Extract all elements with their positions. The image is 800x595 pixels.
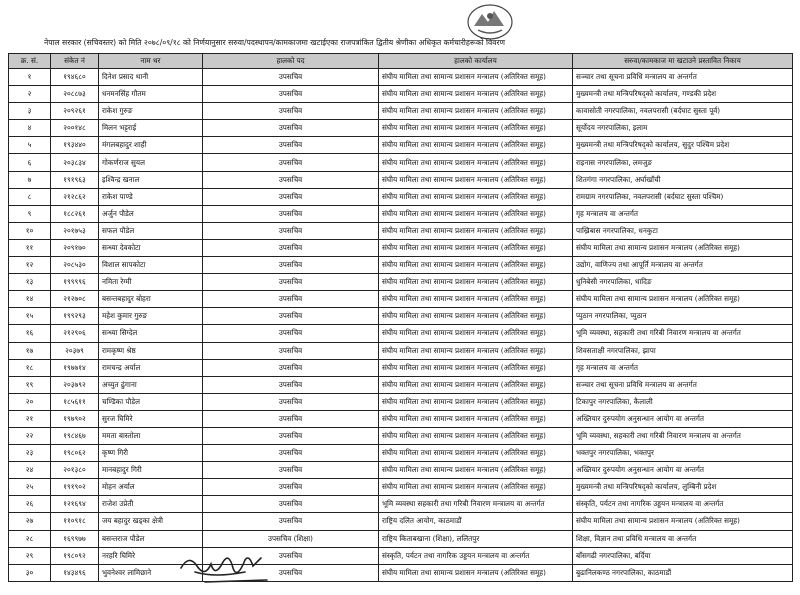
table-row [9,445,793,462]
cell-name: गोकर्णराज सुयल [99,154,203,171]
cell-name: मिलन भट्टराई [99,120,203,137]
cell-current-post: उपसचिव [203,462,379,479]
cell-current-office: संस्कृति, पर्यटन तथा नागरिक उड्डयन मन्त्रालय वा अन्तर्गत [379,547,573,564]
cell-current-post: उपसचिव [203,154,379,171]
cell-proposed-body: शिक्षा, विज्ञान तथा प्रविधि मन्त्रालय वा अन्तर्गत [573,530,793,547]
cell-proposed-body: कावासोती नगरपालिका, नवलपरासी (बर्दघाट सुस्ता पूर्व) [573,103,793,120]
cell-serial: १९ [9,376,51,393]
cell-name: राकेश गुरुङ [99,103,203,120]
cell-current-post: उपसचिव [203,496,379,513]
cell-proposed-body: उद्योग, वाणिज्य तथा आपूर्ति मन्त्रालय वा अन्तर्गत [573,257,793,274]
table-row [9,376,793,393]
cell-name: बसन्तबहादुर बोहरा [99,291,203,308]
cell-current-post: उपसचिव [203,427,379,444]
table-row [9,462,793,479]
cell-serial: २५ [9,479,51,496]
cell-current-office: संघीय मामिला तथा सामान्य प्रशासन मन्त्रालय (अतिरिक्त समूह) [379,564,573,581]
header-current-post: हालको पद [203,54,379,69]
cell-current-post: उपसचिव [203,445,379,462]
cell-proposed-body: गृह मन्त्रालय वा अन्तर्गत [573,359,793,376]
cell-current-office: संघीय मामिला तथा सामान्य प्रशासन मन्त्रालय (अतिरिक्त समूह) [379,325,573,342]
cell-code: १९८०९२ [51,547,99,564]
cell-code: १९९९९६ [51,274,99,291]
cell-name: भुवनेश्वर लामिछाने [99,564,203,581]
cell-proposed-body: मुख्यमन्त्री तथा मन्त्रिपरिषद्को कार्यालय, लुम्बिनी प्रदेश [573,479,793,496]
cell-code: १९८०६२ [51,445,99,462]
table-row [9,188,793,205]
cell-current-office: राष्ट्रिय दलित आयोग, काठमाडौं [379,513,573,530]
cell-code: १९८४६७ [51,427,99,444]
cell-serial: २३ [9,445,51,462]
cell-current-post: उपसचिव [203,376,379,393]
cell-current-post: उपसचिव [203,239,379,256]
header-code: संकेत नं [51,54,99,69]
officer-transfer-table [8,53,793,582]
cell-proposed-body: गृह मन्त्रालय वा अन्तर्गत [573,205,793,222]
cell-name: विशाल सापकोटा [99,257,203,274]
cell-code: २०९२६१ [51,103,99,120]
cell-serial: ५ [9,137,51,154]
cell-serial: २४ [9,462,51,479]
cell-current-post: उपसचिव [203,120,379,137]
cell-code: २१२८६२ [51,188,99,205]
cell-serial: ८ [9,188,51,205]
table-row [9,154,793,171]
cell-name: कृष्ण गिरी [99,445,203,462]
table-row [9,393,793,410]
cell-name: सफल पौडेल [99,222,203,239]
cell-serial: २८ [9,530,51,547]
cell-current-office: संघीय मामिला तथा सामान्य प्रशासन मन्त्रालय (अतिरिक्त समूह) [379,376,573,393]
cell-serial: ३० [9,564,51,581]
cell-current-office: संघीय मामिला तथा सामान्य प्रशासन मन्त्रालय (अतिरिक्त समूह) [379,291,573,308]
cell-current-office: संघीय मामिला तथा सामान्य प्रशासन मन्त्रालय (अतिरिक्त समूह) [379,257,573,274]
table-row [9,308,793,325]
cell-proposed-body: सूर्योदय नगरपालिका, इलाम [573,120,793,137]
cell-name: सन्ध्या सिग्देल [99,325,203,342]
cell-current-office: संघीय मामिला तथा सामान्य प्रशासन मन्त्रालय (अतिरिक्त समूह) [379,188,573,205]
cell-current-post: उपसचिव [203,291,379,308]
cell-current-post: उपसचिव [203,325,379,342]
cell-serial: २० [9,393,51,410]
table-row [9,103,793,120]
cell-serial: ११ [9,239,51,256]
table-row [9,222,793,239]
cell-proposed-body: बाँसगढी नगरपालिका, बर्दिया [573,547,793,564]
cell-proposed-body: संघीय मामिला तथा सामान्य प्रशासन मन्त्रालय (अतिरिक्त समूह) [573,513,793,530]
cell-current-post: उपसचिव [203,103,379,120]
cell-current-office: संघीय मामिला तथा सामान्य प्रशासन मन्त्रालय (अतिरिक्त समूह) [379,427,573,444]
cell-code: १९३४४० [51,137,99,154]
cell-name: दिनेश प्रसाद थानी [99,69,203,86]
cell-serial: १७ [9,342,51,359]
cell-name: रामचन्द्र अर्याल [99,359,203,376]
cell-serial: १६ [9,325,51,342]
cell-name: जय बहादुर खड्का क्षेत्री [99,513,203,530]
cell-current-post: उपसचिव (शिक्षा) [203,530,379,547]
cell-code: २१२९०६ [51,325,99,342]
nepal-emblem-icon [460,2,520,42]
cell-code: ११०९१८ [51,513,99,530]
table-header-row [9,54,793,69]
table-row [9,239,793,256]
cell-name: मानबहादुर गिरी [99,462,203,479]
cell-code: २०३७९२ [51,376,99,393]
table-row [9,427,793,444]
cell-serial: ९ [9,205,51,222]
cell-current-post: उपसचिव [203,564,379,581]
table-row [9,479,793,496]
cell-proposed-body: मुख्यमन्त्री तथा मन्त्रिपरिषद्को कार्यालय, गण्डकी प्रदेश [573,86,793,103]
table-row [9,291,793,308]
cell-name: चण्डिका पौडेल [99,393,203,410]
cell-current-post: उपसचिव [203,410,379,427]
cell-proposed-body: धुनिबेसी नगरपालिका, धादिङ [573,274,793,291]
table-row [9,513,793,530]
cell-current-post: उपसचिव [203,222,379,239]
cell-proposed-body: अख्तियार दुरुपयोग अनुसन्धान आयोग वा अन्तर्गत [573,410,793,427]
table-row [9,69,793,86]
cell-code: १९७७१४ [51,359,99,376]
table-row [9,205,793,222]
cell-code: २०३७९ [51,342,99,359]
header-name: नाम थर [99,54,203,69]
cell-name: महेश कुमार गुरुङ [99,308,203,325]
table-row [9,274,793,291]
cell-code: १८५६११ [51,393,99,410]
cell-current-post: उपसचिव [203,393,379,410]
cell-proposed-body: राइनास नगरपालिका, लमजुङ [573,154,793,171]
table-row [9,257,793,274]
cell-serial: २९ [9,547,51,564]
cell-code: १२१६९४ [51,496,99,513]
cell-current-office: संघीय मामिला तथा सामान्य प्रशासन मन्त्रालय (अतिरिक्त समूह) [379,308,573,325]
header-proposed-body: सरुवा/कामकाज मा खटाउने प्रस्तावित निकाय [573,54,793,69]
table-row [9,137,793,154]
cell-proposed-body: अख्तियार दुरुपयोग अनुसन्धान आयोग वा अन्तर्गत [573,462,793,479]
cell-name: रामकृष्ण श्रेष्ठ [99,342,203,359]
cell-current-office: संघीय मामिला तथा सामान्य प्रशासन मन्त्रालय (अतिरिक्त समूह) [379,239,573,256]
cell-current-office: संघीय मामिला तथा सामान्य प्रशासन मन्त्रालय (अतिरिक्त समूह) [379,274,573,291]
cell-serial: २७ [9,513,51,530]
cell-proposed-body: शिवसताक्षी नगरपालिका, झापा [573,342,793,359]
header-serial: क्र. सं. [9,54,51,69]
cell-proposed-body: भूमि व्यवस्था, सहकारी तथा गरिबी निवारण मन्त्रालय वा अन्तर्गत [573,325,793,342]
table-row [9,530,793,547]
cell-current-post: उपसचिव [203,171,379,188]
cell-proposed-body: भक्तपुर नगरपालिका, भक्तपुर [573,445,793,462]
cell-name: नमिता रेग्मी [99,274,203,291]
cell-proposed-body: पाख्रिबास नगरपालिका, धनकुटा [573,222,793,239]
cell-proposed-body: बुढानिलकण्ठ नगरपालिका, काठमाडौं [573,564,793,581]
cell-current-office: संघीय मामिला तथा सामान्य प्रशासन मन्त्रालय (अतिरिक्त समूह) [379,205,573,222]
cell-name: मोहन अर्याल [99,479,203,496]
table-row [9,410,793,427]
cell-proposed-body: शितगंगा नगरपालिका, अर्घाखाँची [573,171,793,188]
signature-icon [175,548,275,590]
cell-code: १९७९०२ [51,410,99,427]
cell-current-office: संघीय मामिला तथा सामान्य प्रशासन मन्त्रालय (अतिरिक्त समूह) [379,154,573,171]
cell-proposed-body: रामग्राम नगरपालिका, नवलपरासी (बर्दघाट सुस्ता पश्चिम) [573,188,793,205]
cell-name: मंगलबहादुर शाही [99,137,203,154]
cell-proposed-body: संघीय मामिला तथा सामान्य प्रशासन मन्त्रालय (अतिरिक्त समूह) [573,291,793,308]
cell-serial: २ [9,86,51,103]
cell-current-office: संघीय मामिला तथा सामान्य प्रशासन मन्त्रालय (अतिरिक्त समूह) [379,342,573,359]
table-row [9,325,793,342]
cell-current-office: संघीय मामिला तथा सामान्य प्रशासन मन्त्रालय (अतिरिक्त समूह) [379,103,573,120]
cell-code: १८८२६१ [51,205,99,222]
cell-current-office: संघीय मामिला तथा सामान्य प्रशासन मन्त्रालय (अतिरिक्त समूह) [379,479,573,496]
cell-current-post: उपसचिव [203,359,379,376]
cell-code: १९४६८० [51,69,99,86]
cell-name: राकेश पाण्डे [99,188,203,205]
cell-current-post: उपसचिव [203,188,379,205]
table-row [9,564,793,581]
cell-code: १४३४९६ [51,564,99,581]
cell-serial: १८ [9,359,51,376]
cell-current-post: उपसचिव [203,205,379,222]
cell-code: १९९२९३ [51,308,99,325]
cell-current-office: संघीय मामिला तथा सामान्य प्रशासन मन्त्रालय (अतिरिक्त समूह) [379,171,573,188]
cell-name: इश्विन्द्र खनाल [99,171,203,188]
cell-current-post: उपसचिव [203,513,379,530]
cell-current-office: संघीय मामिला तथा सामान्य प्रशासन मन्त्रालय (अतिरिक्त समूह) [379,445,573,462]
cell-name: सन्ध्या देवकोटा [99,239,203,256]
cell-current-post: उपसचिव [203,547,379,564]
cell-code: १९१९६३ [51,171,99,188]
cell-code: २१२७०८ [51,291,99,308]
cell-code: १९१९०२ [51,479,99,496]
cell-serial: २१ [9,410,51,427]
cell-current-post: उपसचिव [203,257,379,274]
cell-proposed-body: सञ्चार तथा सूचना प्रविधि मन्त्रालय वा अन्तर्गत [573,376,793,393]
table-row [9,359,793,376]
cell-current-office: भूमि व्यवस्था सहकारी तथा गरिबी निवारण मन्त्रालय वा अन्तर्गत [379,496,573,513]
cell-serial: १३ [9,274,51,291]
cell-current-post: उपसचिव [203,479,379,496]
cell-current-post: उपसचिव [203,342,379,359]
document-title: नेपाल सरकार (सचिवस्तर) को मिति २०७८/०९/१८ को निर्णयानुसार सरुवा/पदस्थापन/कामकाजमा खटाईएका राजपत्रांकित द्वितीय श्रेणीका अधिकृत कर्मचारीहरूको विवरण [44,38,506,47]
cell-current-office: संघीय मामिला तथा सामान्य प्रशासन मन्त्रालय (अतिरिक्त समूह) [379,393,573,410]
cell-code: २०१७५३ [51,222,99,239]
header-current-office: हालको कार्यालय [379,54,573,69]
cell-name: ममता बास्तोला [99,427,203,444]
cell-name: राजेश उप्रेती [99,496,203,513]
cell-proposed-body: संघीय मामिला तथा सामान्य प्रशासन मन्त्रालय (अतिरिक्त समूह) [573,239,793,256]
cell-code: १६९९७७ [51,530,99,547]
table-row [9,86,793,103]
cell-current-office: संघीय मामिला तथा सामान्य प्रशासन मन्त्रालय (अतिरिक्त समूह) [379,222,573,239]
cell-code: २००१४८ [51,120,99,137]
cell-code: २०८८७३ [51,86,99,103]
cell-code: २०१३८० [51,462,99,479]
cell-proposed-body: संस्कृति, पर्यटन तथा नागरिक उड्डयन मन्त्रालय वा अन्तर्गत [573,496,793,513]
table-row [9,342,793,359]
cell-proposed-body: सञ्चार तथा सूचना प्रविधि मन्त्रालय वा अन्तर्गत [573,69,793,86]
cell-serial: ७ [9,171,51,188]
cell-serial: १२ [9,257,51,274]
cell-serial: २२ [9,427,51,444]
cell-current-office: संघीय मामिला तथा सामान्य प्रशासन मन्त्रालय (अतिरिक्त समूह) [379,120,573,137]
cell-name: नरहरि घिमिरे [99,547,203,564]
cell-serial: १४ [9,291,51,308]
cell-current-post: उपसचिव [203,86,379,103]
cell-proposed-body: टिकापुर नगरपालिका, कैलाली [573,393,793,410]
cell-current-post: उपसचिव [203,69,379,86]
cell-serial: १ [9,69,51,86]
cell-serial: १५ [9,308,51,325]
cell-current-office: संघीय मामिला तथा सामान्य प्रशासन मन्त्रालय (अतिरिक्त समूह) [379,410,573,427]
cell-current-post: उपसचिव [203,308,379,325]
table-row [9,496,793,513]
cell-serial: ६ [9,154,51,171]
cell-current-post: उपसचिव [203,274,379,291]
cell-name: धनमनसिंह गौतम [99,86,203,103]
cell-name: अच्युत ढुंगाना [99,376,203,393]
cell-current-office: संघीय मामिला तथा सामान्य प्रशासन मन्त्रालय (अतिरिक्त समूह) [379,86,573,103]
cell-current-office: संघीय मामिला तथा सामान्य प्रशासन मन्त्रालय (अतिरिक्त समूह) [379,69,573,86]
cell-code: २०३८३४ [51,154,99,171]
cell-current-office: संघीय मामिला तथा सामान्य प्रशासन मन्त्रालय (अतिरिक्त समूह) [379,359,573,376]
cell-current-post: उपसचिव [203,137,379,154]
cell-name: बसन्तराज पौडेल [99,530,203,547]
cell-current-office: संघीय मामिला तथा सामान्य प्रशासन मन्त्रालय (अतिरिक्त समूह) [379,137,573,154]
cell-proposed-body: मुख्यमन्त्री तथा मन्त्रिपरिषद्को कार्यालय, सुदुर पश्चिम प्रदेश [573,137,793,154]
cell-code: २०८५३० [51,257,99,274]
cell-serial: १० [9,222,51,239]
cell-current-office: संघीय मामिला तथा सामान्य प्रशासन मन्त्रालय (अतिरिक्त समूह) [379,462,573,479]
cell-current-office: राष्ट्रिय किताबखाना (शिक्षा), ललितपुर [379,530,573,547]
table-row [9,547,793,564]
cell-code: २०९१७० [51,239,99,256]
cell-proposed-body: भूमि व्यवस्था, सहकारी तथा गरिबी निवारण मन्त्रालय वा अन्तर्गत [573,427,793,444]
cell-serial: ३ [9,103,51,120]
cell-serial: २६ [9,496,51,513]
table-row [9,120,793,137]
table-row [9,171,793,188]
cell-name: सुरज घिमिरे [99,410,203,427]
cell-serial: ४ [9,120,51,137]
cell-name: अर्जुन पौडेल [99,205,203,222]
cell-proposed-body: प्युठान नगरपालिका, प्युठान [573,308,793,325]
